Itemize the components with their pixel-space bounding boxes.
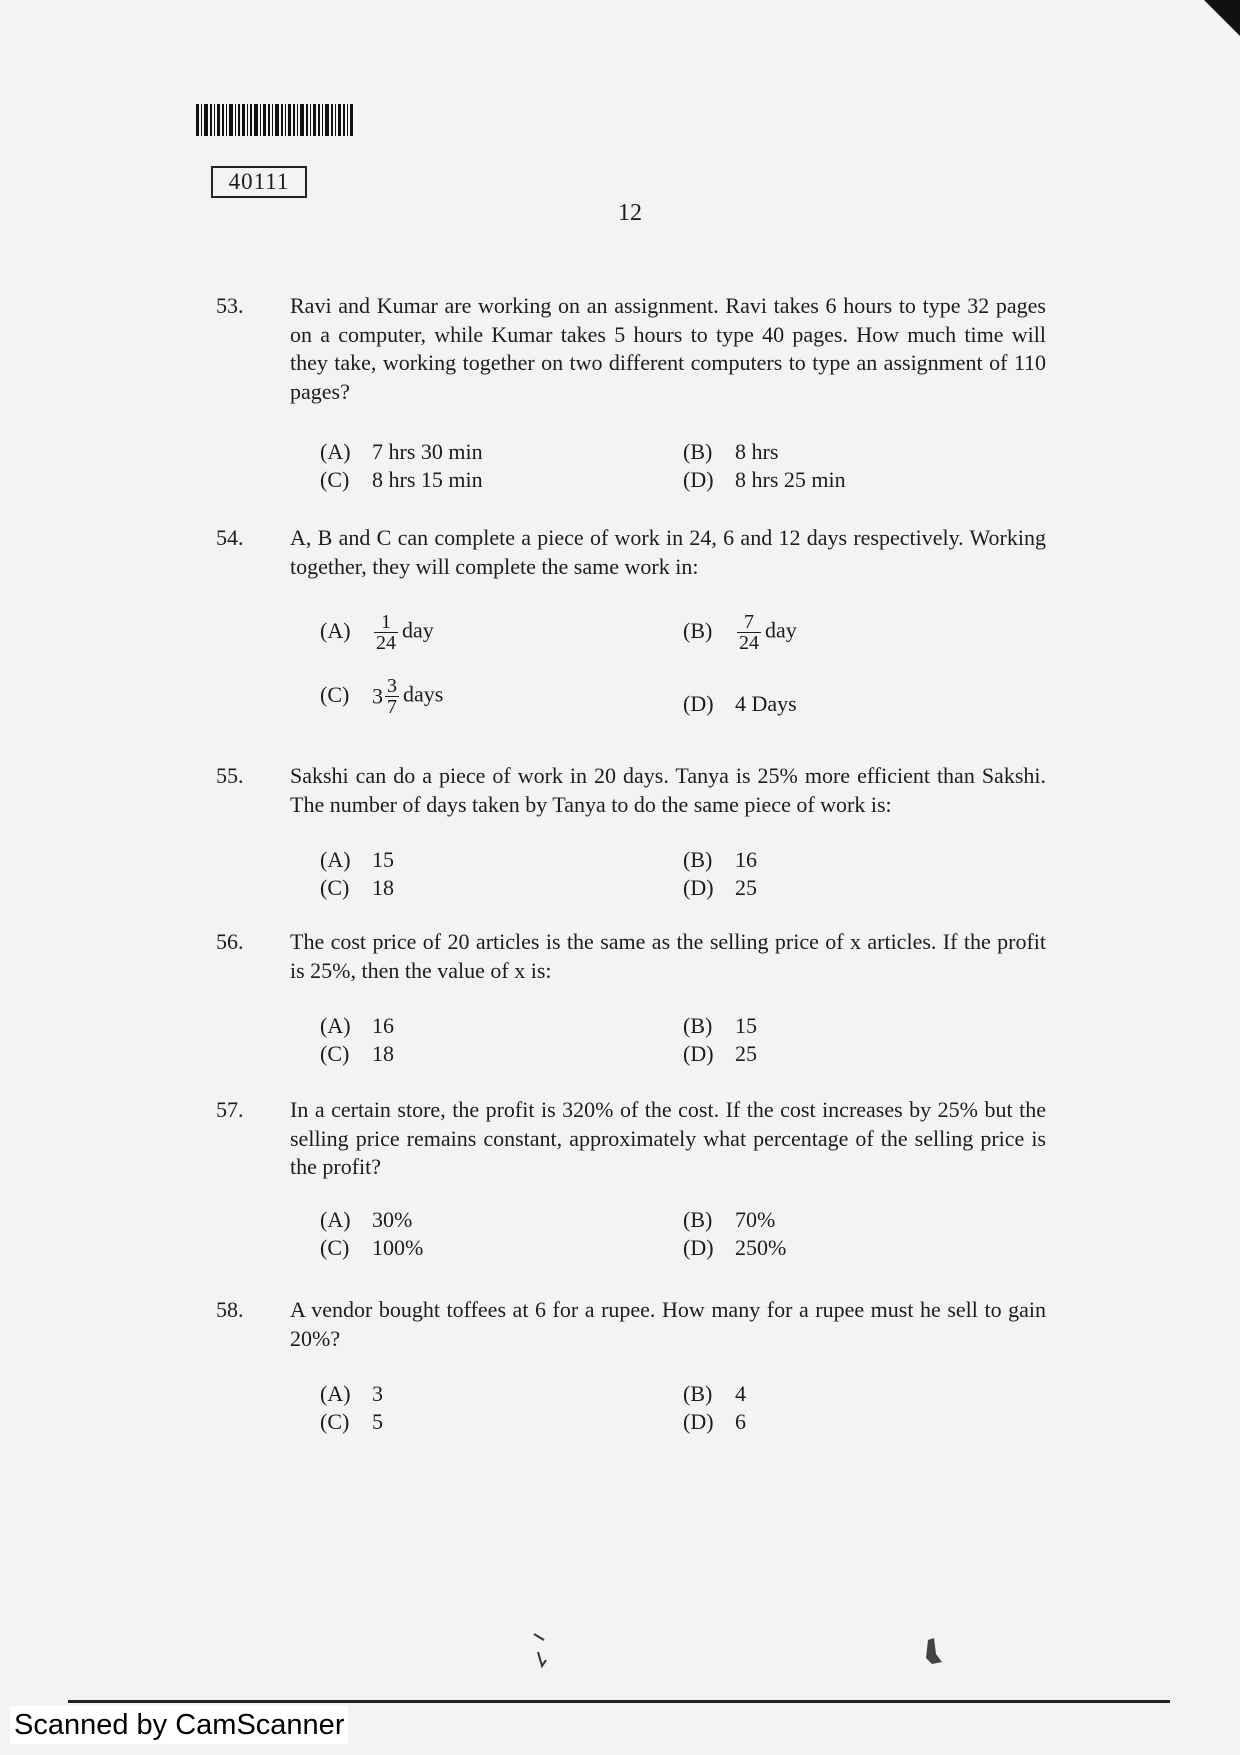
option-text: 15	[735, 1013, 757, 1038]
option-text: 8 hrs	[735, 439, 779, 464]
option-label: (B)	[683, 439, 713, 464]
option-label: (B)	[683, 1013, 713, 1038]
option-text: 8 hrs 25 min	[735, 467, 846, 492]
option-c[interactable]	[320, 1234, 423, 1262]
question-number: 56.	[216, 929, 244, 954]
question-56	[216, 928, 1046, 988]
option-a[interactable]	[320, 1380, 383, 1408]
option-text: 30%	[372, 1207, 413, 1232]
option-text: 100%	[372, 1235, 424, 1260]
option-text: 25	[735, 1041, 757, 1066]
page-number: 12	[618, 200, 642, 226]
question-text: The cost price of 20 articles is the same as the selling price of x articles. If the profit is 25%, then the value of x is:	[290, 929, 1046, 983]
option-text: 15	[372, 847, 394, 872]
option-b[interactable]	[683, 612, 797, 653]
camscanner-watermark: Scanned by CamScanner	[10, 1706, 348, 1744]
question-57	[216, 1096, 1046, 1186]
option-d[interactable]	[683, 1408, 746, 1436]
option-text: 18	[372, 875, 394, 900]
option-text: 18	[372, 1041, 394, 1066]
barcode-icon	[196, 104, 356, 136]
fraction	[385, 676, 399, 717]
option-text: 16	[372, 1013, 394, 1038]
question-58	[216, 1296, 1046, 1356]
fraction-numerator: 3	[387, 675, 397, 697]
page-corner-fold	[1204, 0, 1240, 36]
option-a[interactable]	[320, 612, 434, 653]
option-label: (C)	[320, 1041, 350, 1066]
fraction-numerator: 1	[374, 612, 398, 633]
question-text: Ravi and Kumar are working on an assignment. Ravi takes 6 hours to type 32 pages on a computer, while Kumar takes 5 hours to type 40 pages. How much time will they take, working together on two different computers to type an assignment of 110 pages?	[290, 293, 1046, 404]
option-label: (B)	[683, 847, 713, 872]
fraction	[374, 612, 398, 653]
option-a[interactable]	[320, 1206, 412, 1234]
question-number: 53.	[216, 293, 244, 318]
option-b[interactable]	[683, 846, 757, 874]
option-c[interactable]	[320, 1408, 383, 1436]
option-label: (A)	[320, 617, 351, 643]
option-label: (D)	[683, 1041, 714, 1066]
option-label: (A)	[320, 439, 351, 464]
option-b[interactable]	[683, 1206, 775, 1234]
option-b[interactable]	[683, 1012, 757, 1040]
option-label: (B)	[683, 617, 713, 643]
option-a[interactable]	[320, 438, 483, 466]
option-d[interactable]	[683, 874, 757, 902]
question-54	[216, 524, 1046, 584]
option-a[interactable]	[320, 1012, 394, 1040]
option-c[interactable]	[320, 466, 483, 494]
option-label: (B)	[683, 1207, 713, 1232]
question-number: 57.	[216, 1097, 244, 1122]
option-text: 8 hrs 15 min	[372, 467, 483, 492]
option-unit: day	[402, 617, 434, 643]
option-label: (D)	[683, 467, 714, 492]
option-d[interactable]	[683, 690, 797, 718]
option-label: (C)	[320, 1235, 350, 1260]
option-text: 250%	[735, 1235, 787, 1260]
option-text: 70%	[735, 1207, 776, 1232]
option-text: 4	[735, 1381, 746, 1406]
option-label: (B)	[683, 1381, 713, 1406]
fraction	[737, 612, 761, 653]
option-text: 4 Days	[735, 691, 797, 716]
option-label: (A)	[320, 1207, 351, 1232]
fraction-denominator: 24	[376, 632, 396, 654]
option-d[interactable]	[683, 1234, 786, 1262]
mixed-whole: 3	[372, 683, 383, 709]
option-text: 16	[735, 847, 757, 872]
option-text: 3	[372, 1381, 383, 1406]
question-number: 58.	[216, 1297, 244, 1322]
option-text: 7 hrs 30 min	[372, 439, 483, 464]
option-a[interactable]	[320, 846, 394, 874]
question-number: 55.	[216, 763, 244, 788]
fraction-numerator: 7	[737, 612, 761, 633]
option-label: (A)	[320, 1013, 351, 1038]
option-unit: days	[403, 681, 444, 707]
scan-mark-icon	[530, 1630, 550, 1670]
fraction-denominator: 7	[387, 696, 397, 718]
question-text: In a certain store, the profit is 320% of the cost. If the cost increases by 25% but the selling price remains constant, approximately what percentage of the selling price is the profit?	[290, 1097, 1046, 1179]
option-text: 25	[735, 875, 757, 900]
option-label: (D)	[683, 1409, 714, 1434]
question-text: Sakshi can do a piece of work in 20 days. Tanya is 25% more efficient than Sakshi. The number of days taken by Tanya to do the same piece of work is:	[290, 763, 1046, 817]
option-b[interactable]	[683, 1380, 746, 1408]
fraction-denominator: 24	[739, 632, 759, 654]
question-number: 54.	[216, 525, 244, 550]
question-53	[216, 292, 1046, 412]
option-label: (C)	[320, 1409, 350, 1434]
option-c[interactable]	[320, 1040, 394, 1068]
option-text: 6	[735, 1409, 746, 1434]
option-d[interactable]	[683, 466, 846, 494]
option-label: (C)	[320, 875, 350, 900]
question-text: A, B and C can complete a piece of work in 24, 6 and 12 days respectively. Working together, they will complete the same work in:	[290, 525, 1046, 579]
question-text: A vendor bought toffees at 6 for a rupee. How many for a rupee must he sell to gain 20%?	[290, 1297, 1046, 1351]
option-label: (D)	[683, 875, 714, 900]
option-label: (D)	[683, 1235, 714, 1260]
option-c[interactable]	[320, 676, 443, 717]
footer-rule	[68, 1700, 1170, 1703]
paper-code-box: 40111	[211, 166, 307, 198]
option-label: (A)	[320, 847, 351, 872]
option-label: (C)	[320, 467, 350, 492]
option-unit: day	[765, 617, 797, 643]
option-b[interactable]	[683, 438, 778, 466]
option-d[interactable]	[683, 1040, 757, 1068]
question-55	[216, 762, 1046, 822]
option-c[interactable]	[320, 874, 394, 902]
scan-smudge-icon	[922, 1636, 946, 1680]
option-label: (A)	[320, 1381, 351, 1406]
option-label: (D)	[683, 691, 714, 716]
option-text: 5	[372, 1409, 383, 1434]
option-label: (C)	[320, 681, 350, 707]
